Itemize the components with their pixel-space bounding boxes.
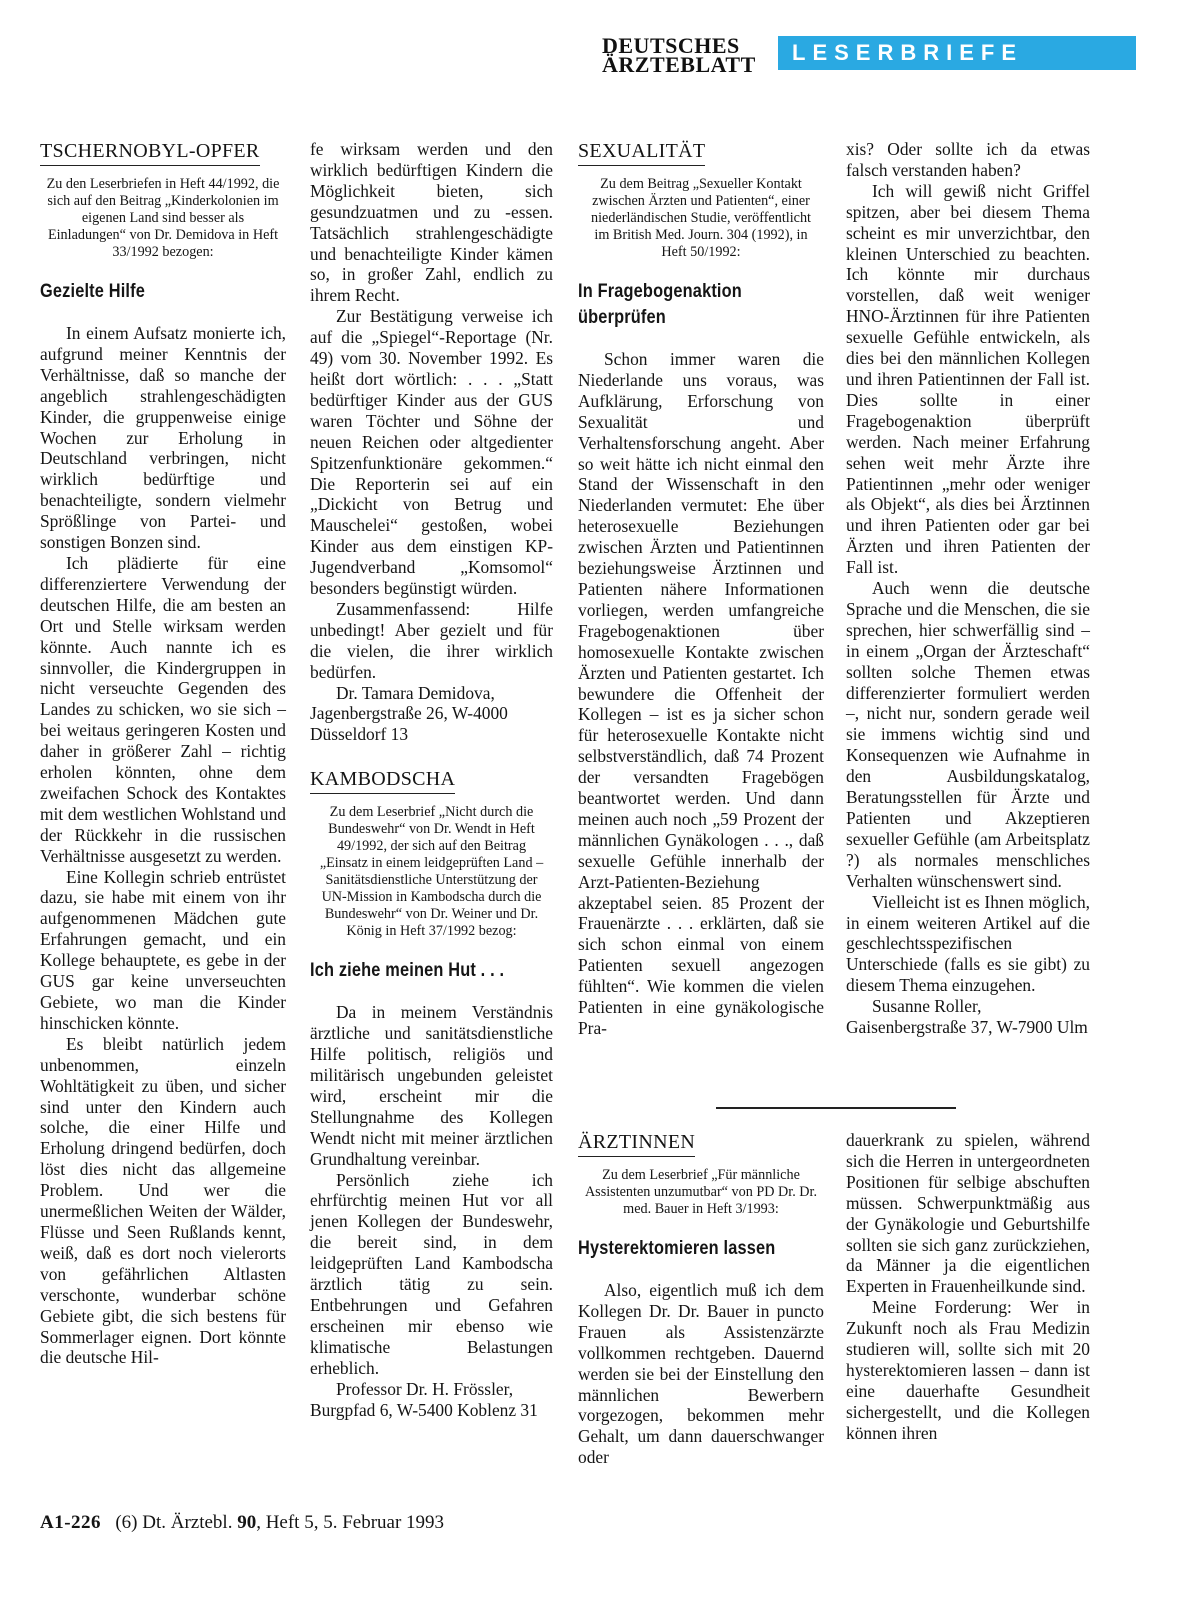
masthead [592,33,1147,77]
paragraph: Ich plädierte für eine differenziertere Verwendung der deutschen Hilfe, die am besten an Ort und Stelle wirksam werden könnte. Auch nannte ich es sinnvoller, die Kindergruppen in nicht verseuchte Gegenden des Landes zu schicken, wo sie sich – bei weitaus geringeren Kosten und daher in größerer Zahl – richtig erholen könnten, ohne dem zweifachen Schock des Kontaktes mit dem westlichen Wohlstand und der Rückkehr in die russischen Verhältnisse ausgesetzt zu werden. [40,552,286,866]
paragraph: Persönlich ziehe ich ehrfürchtig meinen Hut vor all jenen Kollegen der Bundeswehr, die bereit sind, in dem leidgeprüften Land Kambodscha ärztlich tätig zu sein. Entbehrungen und Gefahren erscheinen mir ebenso wie klimatische Belastungen erheblich. [310,1169,553,1378]
letter-signature: Professor Dr. H. Frössler, Burgpfad 6, W-5400 Koblenz 31 [310,1378,538,1420]
journal-title-line1: DEUTSCHES [602,33,740,58]
citation-issue: , Heft 5, 5. Februar 1993 [256,1512,445,1533]
section-banner: LESERBRIEFE [778,36,1136,70]
page-number: A1-226 [40,1512,102,1533]
letter-intro: Zu dem Leserbrief „Nicht durch die Bundeswehr“ von Dr. Wendt in Heft 49/1992, der sich auf den Beitrag „Einsatz in einem leidgeprüften Land – Sanitätsdienstliche Unterstützung der UN-Mission in Kambodscha durch die Bundeswehr“ von Dr. Weiner und Dr. König in Heft 37/1992 bezog: [319,804,544,940]
paragraph: Eine Kollegin schrieb entrüstet dazu, sie habe mit einem von ihr aufgenommenen Mädchen gute Erfahrungen gemacht, und ein Kollege behauptete, es gebe in der GUS gar keine unverseuchten Gebiete, wo man die Kinder hinschicken könnte. [40,866,286,1033]
column-4-lower [846,1130,1090,1444]
letter-intro: Zu dem Leserbrief „Für männliche Assistenten unzumutbar“ von PD Dr. Dr. med. Bauer in Heft 3/1993: [584,1167,818,1217]
column-3-lower [578,1130,824,1468]
letter-headline: Ich ziehe meinen Hut . . . [310,960,505,982]
letter-intro: Zu dem Beitrag „Sexueller Kontakt zwischen Ärzten und Patienten“, einer niederländischen Studie, veröffentlicht im British Med. Journ. 304 (1992), in Heft 50/1992: [591,176,811,260]
section-title-tschernobyl: TSCHERNOBYL-OPFER [40,139,260,166]
paragraph: Schon immer waren die Niederlande uns voraus, was Aufklärung, Erforschung von Sexualität und Verhaltensforschung angeht. Aber so weit hätte ich nicht einmal den Stand der Wissenschaft in den Niederlanden vermutet: Ehe über heterosexuelle Beziehungen zwischen Ärzten und Patientinnen beziehungsweise Ärztinnen und Patienten nähere Informationen vorliegen, werden umfangreiche Fragebogenaktionen über homosexuelle Kontakte zwischen Ärzten und Patienten gestartet. Ich bewundere die Offenheit der Kollegen – ist es ja sicher schon für heterosexuelle Kontakte nicht selbstverständlich, daß 74 Prozent der versandten Fragebögen beantwortet werden. Und dann meinen auch noch „59 Prozent der männlichen Gynäkologen . . ., daß sexuelle Gefühle innerhalb der Arzt-Patienten-Beziehung akzeptabel seien. 85 Prozent der Frauenärzte . . . erklärten, daß sie sich schon einmal von einem Patienten sexuell angezogen fühlten“. Wie kommen die vielen Patienten in eine gynäkologische Pra- [578,349,824,1038]
citation-text: (6) Dt. Ärztebl. [115,1512,233,1533]
section-title-aerztinnen: ÄRZTINNEN [578,1130,695,1157]
paragraph: Zusammenfassend: Hilfe unbedingt! Aber gezielt und für die vielen, die ihrer wirklich bedürfen. [310,598,553,682]
letter-signature: Susanne Roller, Gaisenbergstraße 37, W-7900 Ulm [846,996,1088,1038]
journal-title-line2: ÄRZTEBLATT [602,52,756,77]
page-footer [40,1512,444,1534]
section-title-sexualitaet: SEXUALITÄT [578,139,705,166]
paragraph: Also, eigentlich muß ich dem Kollegen Dr. Dr. Bauer in puncto Frauen als Assistenzärzte vollkommen rechtgeben. Dauernd werden sie bei der Einstellung den männlichen Bewerbern vorgezogen, bekommen mehr Gehalt, um dann dauerschwanger oder [578,1280,824,1468]
paragraph: xis? Oder sollte ich da etwas falsch verstanden haben? [846,139,1090,180]
letter-headline: Hysterektomieren lassen [578,1238,776,1259]
paragraph: Meine Forderung: Wer in Zukunft noch als Frau Medizin studieren will, sollte sich mit 20 hysterektomieren lassen – dann ist eine dauerhafte Gesundheit sichergestellt, und die Kollegen können ihren [846,1297,1090,1443]
paragraph: Vielleicht ist es Ihnen möglich, in einem weiteren Artikel auf die geschlechtsspezifischen Unterschiede (falls es sie gibt) zu diesem Thema einzugehen. [846,891,1090,996]
paragraph: In einem Aufsatz monierte ich, aufgrund meiner Kenntnis der Verhältnisse, daß so manche der angeblich strahlengeschädigten Kinder, die gruppenweise einige Wochen zur Erholung in Deutschland verbringen, nicht wirklich bedürftige und benachteiligte, sondern vielmehr Sprößlinge von Partei- und sonstigen Bonzen sind. [40,323,286,553]
paragraph: dauerkrank zu spielen, während sich die Herren in untergeordneten Positionen für selbige abschuften müssen. Schwerpunktmäßig aus der Gynäkologie und Geburtshilfe sollten sie sich ganz zurückziehen, da Männer ja die eigentlichen Experten in Frauenheilkunde sind. [846,1130,1090,1297]
column-4 [846,139,1090,1038]
paragraph: Es bleibt natürlich jedem unbenommen, einzeln Wohltätigkeit zu üben, und sicher sind unter den Kindern auch solche, die einer Hilfe und Erholung dringend bedürfen, doch löst dies nicht das allgemeine Problem. Und wer die unermeßlichen Weiten der Wälder, Flüsse und Seen Rußlands kennt, weiß, daß es dort noch vielerorts von gefährlichen Altlasten verschonte, wunderbar schöne Gebiete gibt, die sich bestens für Sommerlager eignen. Dort könnte die deutsche Hil- [40,1033,286,1368]
paragraph: Auch wenn die deutsche Sprache und die Menschen, die sie sprechen, hier schwerfällig sind – in einem „Organ der Ärzteschaft“ sollten solche Themen etwas differenzierter formuliert werden –, nicht nur, sondern gerade weil sie immens wichtig sind und Konsequenzen wie Aufnahme in den Ausbildungskatalog, Beratungsstellen für Ärzte und Patienten und Akzeptieren sexueller Gefühle (am Arbeitsplatz ?) als normales menschliches Verhalten wünschenswert sind. [846,578,1090,891]
column-2 [310,139,553,1420]
paragraph: Da in meinem Verständnis ärztliche und sanitätsdienstliche Hilfe politisch, religiös und militärisch ungebunden geleistet wird, erscheint mir die Stellungnahme des Kollegen Wendt nicht mit meiner ärztlichen Grundhaltung vereinbar. [310,1002,553,1169]
paragraph: Zur Bestätigung verweise ich auf die „Spiegel“-Reportage (Nr. 49) vom 30. November 1992. Es heißt dort wörtlich: . . . „Statt bedürftiger Kinder aus der GUS waren Töchter und Söhne der neuen Reichen oder altgedienter Spitzenfunktionäre gekommen.“ Die Reporterin sei auf ein „Dickicht von Betrug und Mauschelei“ gestoßen, wobei Kinder aus dem einstigen KP-Jugendverband „Komsomol“ besonders begünstigt würden. [310,306,553,599]
letter-intro: Zu den Leserbriefen in Heft 44/1992, die sich auf den Beitrag „Kinderkolonien im eigenen Land sind besser als Einladungen“ von Dr. Demidova in Heft 33/1992 bezogen: [46,176,280,260]
journal-title [602,33,756,77]
section-divider [716,1107,956,1109]
citation-volume: 90 [237,1512,257,1533]
paragraph: fe wirksam werden und den wirklich bedürftigen Kindern die Möglichkeit bieten, sich gesundzuatmen und zu -essen. Tatsächlich strahlengeschädigte und benachteiligte Kinder kämen so, in großer Zahl, endlich zu ihrem Recht. [310,139,553,306]
letter-headline: In Fragebogenaktion überprüfen [578,281,742,328]
column-1 [40,139,286,1368]
column-3 [578,139,824,1039]
letter-headline: Gezielte Hilfe [40,281,146,302]
paragraph: Ich will gewiß nicht Griffel spitzen, aber bei diesem Thema scheint es mir unverzichtbar, den kleinen Unterschied zu beachten. Ich könnte mir durchaus vorstellen, daß weit weniger HNO-Ärztinnen für ihre Patienten sexuelle Gefühle entwickeln, als dies bei den männlichen Kollegen und ihren Patientinnen der Fall ist. Dies sollte in einer Fragebogenaktion überprüft werden. Nach meiner Erfahrung sehen weit mehr Ärzte ihre Patientinnen „mehr oder weniger als Objekt“, als dies bei Ärztinnen und ihren Patienten oder gar bei Ärzten und ihren Patienten der Fall ist. [846,180,1090,578]
section-title-kambodscha: KAMBODSCHA [310,767,455,794]
letter-signature: Dr. Tamara Demidova, Jagenbergstraße 26, W-4000 Düsseldorf 13 [310,682,508,745]
